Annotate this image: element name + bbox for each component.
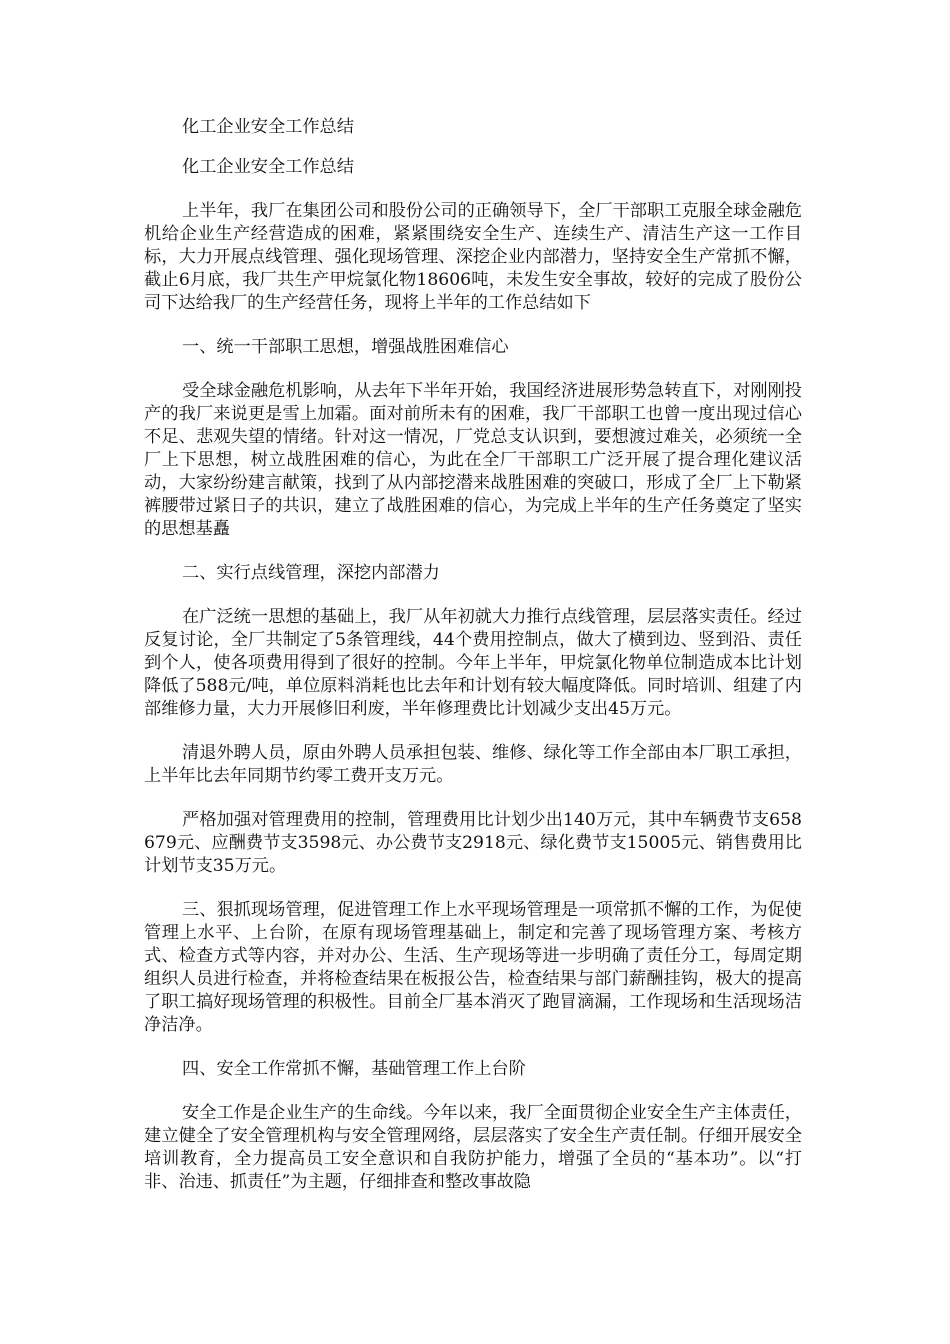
paragraph-section-2a: 在广泛统一思想的基础上，我厂从年初就大力推行点线管理，层层落实责任。经过反复讨论，全厂共制定了5条管理线，44个费用控制点，做大了横到边、竖到沿、责任到个人，使各项费用得到了很好的控制。今年上半年，甲烷氯化物单位制造成本比计划降低了588元/吨，单位原料消耗也比去年和计划有较大幅度降低。同时培训、组建了内部维修力量，大力开展修旧利废，半年修理费比计划减少支出45万元。 — [144, 607, 802, 719]
document-title: 化工企业安全工作总结 — [182, 117, 354, 137]
section-heading-4: 四、安全工作常抓不懈，基础管理工作上台阶 — [182, 1059, 526, 1079]
paragraph-section-4: 安全工作是企业生产的生命线。今年以来，我厂全面贯彻企业安全生产主体责任，建立健全了安全管理机构与安全管理网络，层层落实了安全生产责任制。仔细开展安全培训教育，全力提高员工安全意识和自我防护能力，增强了全员的“基本功”。以“打非、治违、抓责任”为主题，仔细排查和整改事故隐 — [144, 1103, 802, 1192]
paragraph-section-2b: 清退外聘人员，原由外聘人员承担包装、维修、绿化等工作全部由本厂职工承担，上半年比去年同期节约零工费开支万元。 — [144, 743, 802, 786]
document-subtitle: 化工企业安全工作总结 — [182, 157, 354, 177]
paragraph-section-2c: 严格加强对管理费用的控制，管理费用比计划少出140万元，其中车辆费节支658679元、应酬费节支3598元、办公费节支2918元、绿化费节支15005元、销售费用比计划节支35万元。 — [144, 810, 802, 876]
paragraph-section-3: 三、狠抓现场管理，促进管理工作上水平现场管理是一项常抓不懈的工作，为促使管理上水平、上台阶，在原有现场管理基础上，制定和完善了现场管理方案、考核方式、检查方式等内容，并对办公、生活、生产现场等进一步明确了责任分工，每周定期组织人员进行检查，并将检查结果在板报公告，检查结果与部门薪酬挂钩，极大的提高了职工搞好现场管理的积极性。目前全厂基本消灭了跑冒滴漏，工作现场和生活现场洁净洁净。 — [144, 900, 802, 1035]
paragraph-section-1: 受全球金融危机影响，从去年下半年开始，我国经济进展形势急转直下，对刚刚投产的我厂来说更是雪上加霜。面对前所未有的困难，我厂干部职工也曾一度出现过信心不足、悲观失望的情绪。针对这一情况，厂党总支认识到，要想渡过难关，必须统一全厂上下思想，树立战胜困难的信心，为此在全厂干部职工广泛开展了提合理化建议活动，大家纷纷建言献策，找到了从内部挖潜来战胜困难的突破口，形成了全厂上下勒紧裤腰带过紧日子的共识，建立了战胜困难的信心，为完成上半年的生产任务奠定了坚实的思想基矗 — [144, 381, 802, 539]
section-heading-1: 一、统一干部职工思想，增强战胜困难信心 — [182, 337, 509, 357]
section-heading-2: 二、实行点线管理，深挖内部潜力 — [182, 563, 440, 583]
paragraph-intro: 上半年，我厂在集团公司和股份公司的正确领导下，全厂干部职工克服全球金融危机给企业生产经营造成的困难，紧紧围绕安全生产、连续生产、清洁生产这一工作目标，大力开展点线管理、强化现场管理、深挖企业内部潜力，坚持安全生产常抓不懈，截止6月底，我厂共生产甲烷氯化物18606吨，未发生安全事故，较好的完成了股份公司下达给我厂的生产经营任务，现将上半年的工作总结如下 — [144, 201, 802, 313]
document-body — [144, 116, 802, 1194]
